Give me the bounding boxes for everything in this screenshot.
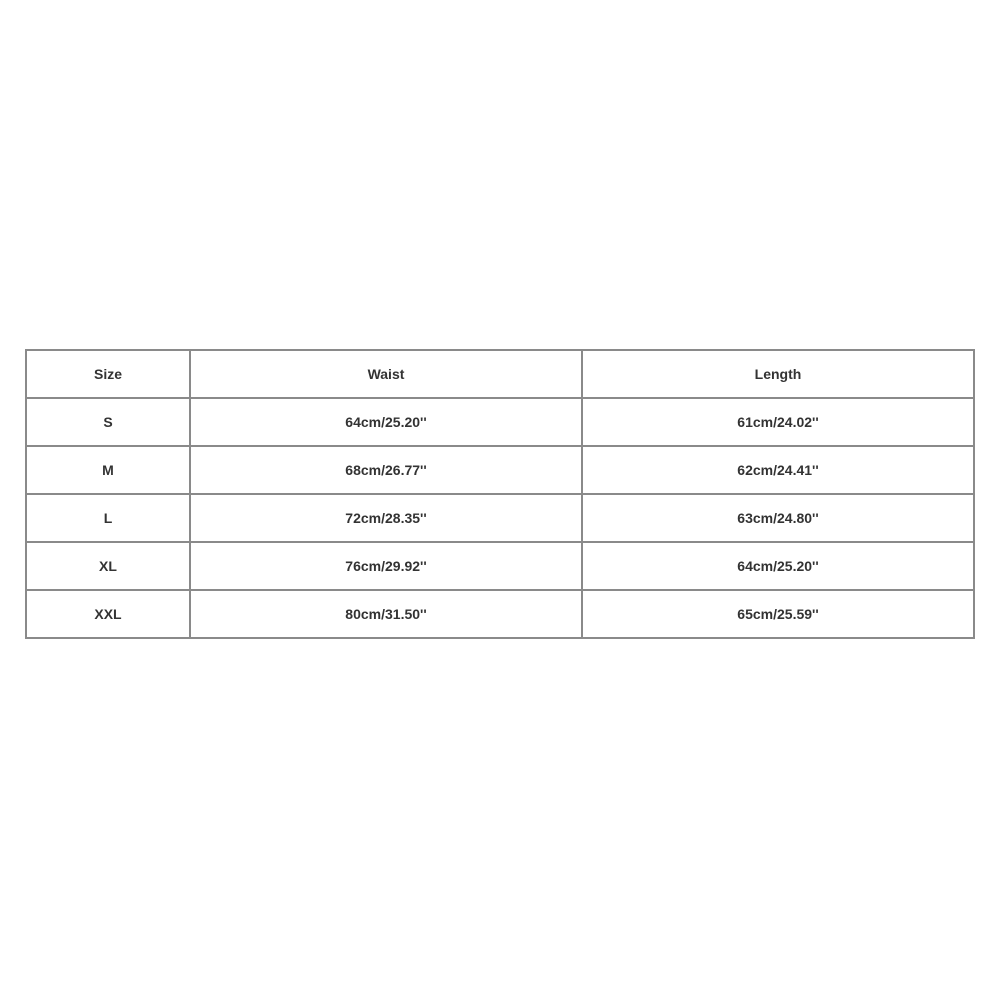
cell-waist: 68cm/26.77''	[190, 446, 582, 494]
header-length: Length	[582, 350, 974, 398]
cell-waist: 64cm/25.20''	[190, 398, 582, 446]
cell-size: XL	[26, 542, 190, 590]
table-row	[26, 398, 974, 446]
cell-length: 63cm/24.80''	[582, 494, 974, 542]
cell-length: 65cm/25.59''	[582, 590, 974, 638]
cell-size: M	[26, 446, 190, 494]
table-row	[26, 494, 974, 542]
header-size: Size	[26, 350, 190, 398]
cell-length: 64cm/25.20''	[582, 542, 974, 590]
cell-length: 61cm/24.02''	[582, 398, 974, 446]
header-waist: Waist	[190, 350, 582, 398]
cell-length: 62cm/24.41''	[582, 446, 974, 494]
cell-size: XXL	[26, 590, 190, 638]
table-row	[26, 590, 974, 638]
table-row	[26, 446, 974, 494]
table-header-row	[26, 350, 974, 398]
table-row	[26, 542, 974, 590]
cell-waist: 80cm/31.50''	[190, 590, 582, 638]
cell-waist: 72cm/28.35''	[190, 494, 582, 542]
cell-size: S	[26, 398, 190, 446]
cell-size: L	[26, 494, 190, 542]
size-chart-table	[25, 349, 975, 639]
cell-waist: 76cm/29.92''	[190, 542, 582, 590]
